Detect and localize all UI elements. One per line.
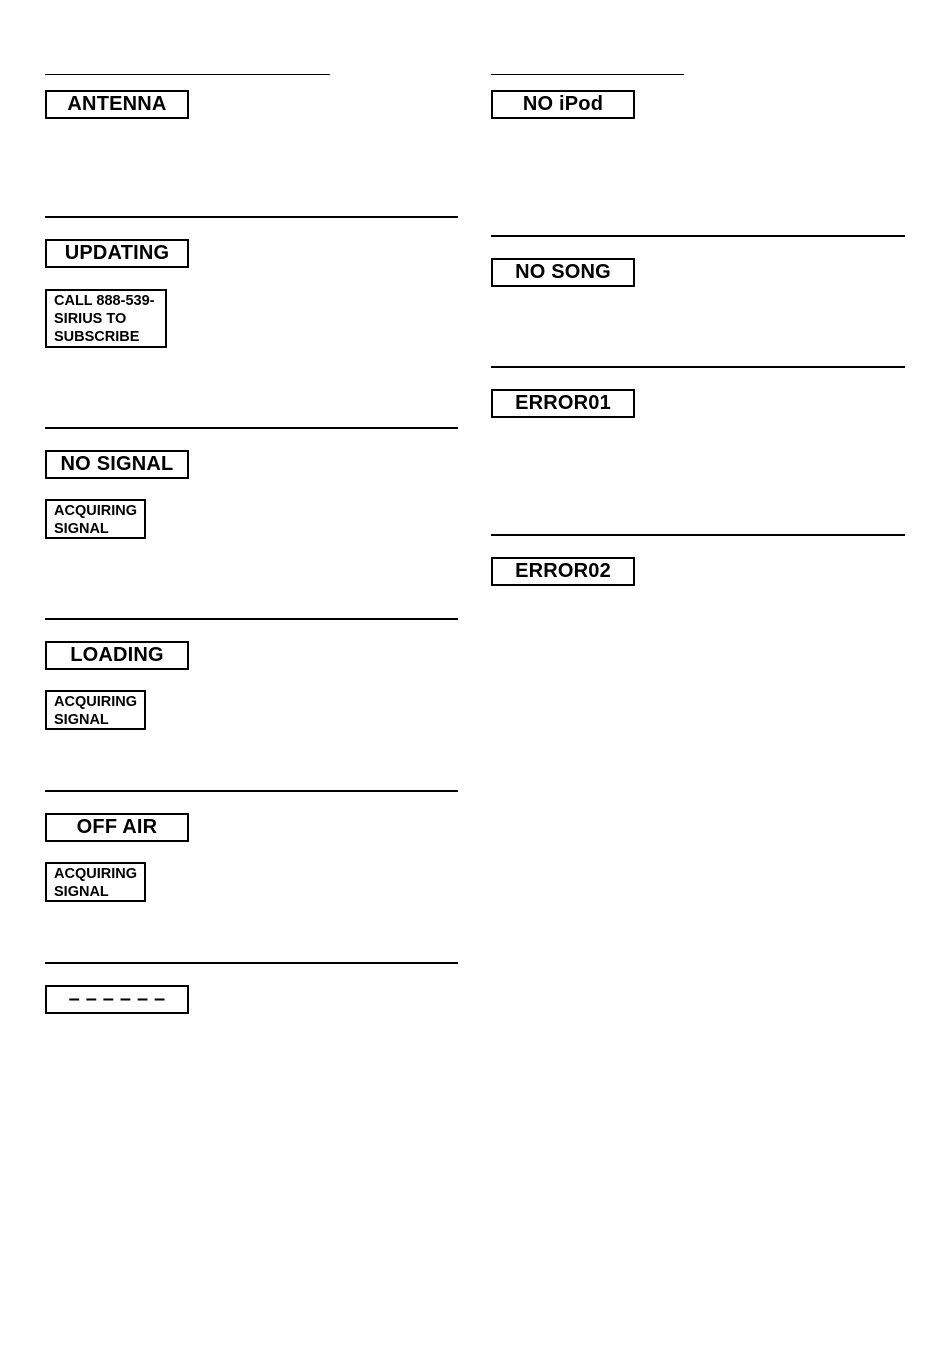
submessage-line: SIGNAL <box>54 521 109 537</box>
display-submessage-updating <box>45 289 167 348</box>
display-message-text: ANTENNA <box>67 93 167 115</box>
submessage-line: ACQUIRING <box>54 694 137 710</box>
submessage-line: SIGNAL <box>54 712 109 728</box>
display-message-no-signal <box>45 450 189 479</box>
section-divider <box>45 790 458 792</box>
section-divider <box>491 534 905 536</box>
display-message-text: LOADING <box>70 644 164 666</box>
section-divider <box>45 216 458 218</box>
display-submessage-loading <box>45 690 146 730</box>
display-submessage-off-air <box>45 862 146 902</box>
display-submessage-no-signal <box>45 499 146 539</box>
section-divider <box>491 366 905 368</box>
section-divider <box>45 962 458 964</box>
display-message-text: UPDATING <box>64 242 170 264</box>
display-message-no-song <box>491 258 635 287</box>
display-message-loading <box>45 641 189 670</box>
submessage-line: CALL 888-539- <box>54 293 155 309</box>
display-message-text: ERROR02 <box>515 560 611 582</box>
section-divider <box>45 74 330 75</box>
display-message-error02 <box>491 557 635 586</box>
display-message-text: – – – – – – <box>68 988 166 1010</box>
section-divider <box>45 427 458 429</box>
display-message-updating <box>45 239 189 268</box>
display-message-text: NO SIGNAL <box>60 453 174 475</box>
section-divider <box>491 74 684 75</box>
display-message-text: OFF AIR <box>76 816 158 838</box>
display-message-no-ipod <box>491 90 635 119</box>
display-message-text: ERROR01 <box>515 392 611 414</box>
submessage-line: ACQUIRING <box>54 503 137 519</box>
display-message-text: NO iPod <box>522 93 604 115</box>
section-divider <box>491 235 905 237</box>
display-message-error01 <box>491 389 635 418</box>
submessage-line: SUBSCRIBE <box>54 329 140 345</box>
submessage-line: ACQUIRING <box>54 866 137 882</box>
submessage-line: SIGNAL <box>54 884 109 900</box>
display-message-text: NO SONG <box>515 261 611 283</box>
display-message-antenna <box>45 90 189 119</box>
display-message-dashes <box>45 985 189 1014</box>
section-divider <box>45 618 458 620</box>
submessage-line: SIRIUS TO <box>54 311 127 327</box>
display-message-off-air <box>45 813 189 842</box>
